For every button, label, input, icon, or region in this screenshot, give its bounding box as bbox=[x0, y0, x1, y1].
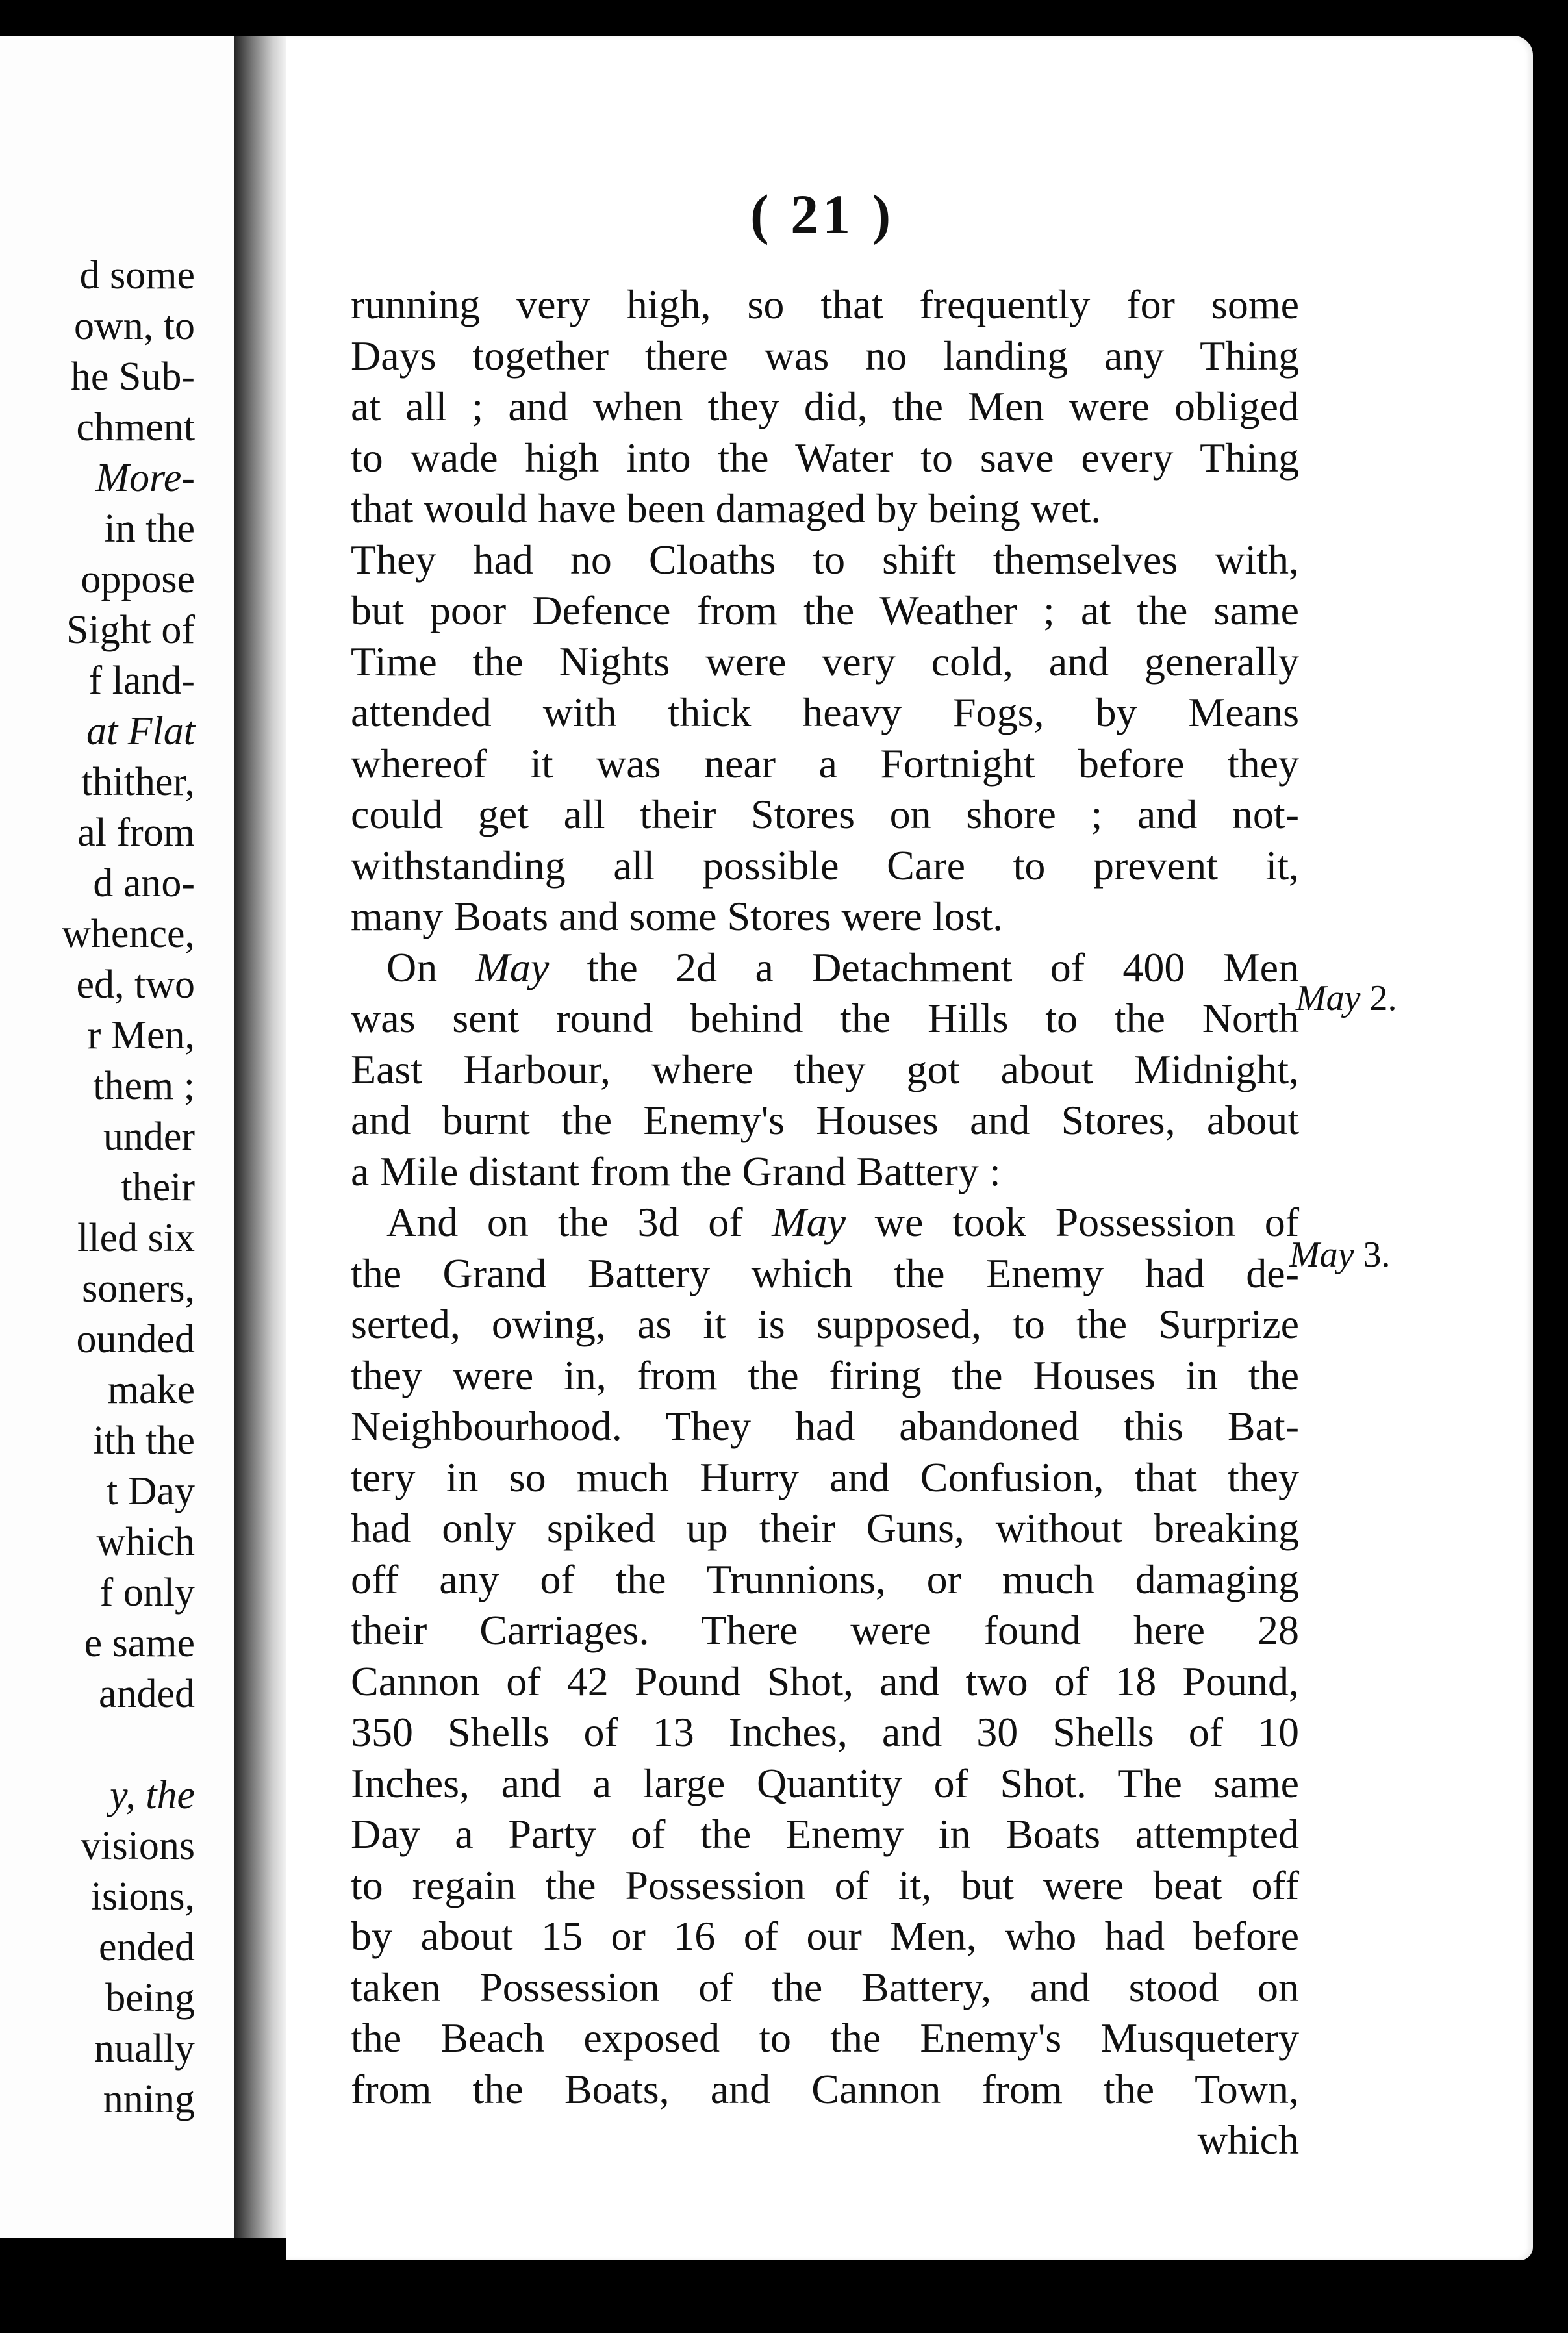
text-line: running very high, so that frequently for some bbox=[351, 281, 1299, 327]
text-line: And on the 3d of May we took Possession of bbox=[386, 1199, 1300, 1245]
left-page-line: soners, bbox=[82, 1267, 195, 1311]
left-page-line: d some bbox=[79, 253, 195, 297]
left-page-line: their bbox=[121, 1165, 195, 1209]
left-page-line: More- bbox=[95, 456, 195, 500]
text-line: taken Possession of the Battery, and stood on bbox=[351, 1963, 1299, 2010]
text-line: to wade high into the Water to save every Thing bbox=[351, 434, 1299, 481]
left-page-line: own, to bbox=[74, 304, 195, 348]
body-text bbox=[351, 279, 1299, 2166]
text-line: from the Boats, and Cannon from the Town, bbox=[351, 2065, 1299, 2112]
left-page-line: at Flat bbox=[86, 709, 195, 753]
left-page-line: f land- bbox=[88, 659, 195, 703]
text-line: had only spiked up their Guns, without breaking bbox=[351, 1505, 1299, 1551]
text-line: On May the 2d a Detachment of 400 Men bbox=[386, 944, 1300, 990]
left-facing-page bbox=[0, 36, 234, 2238]
left-page-line: e same bbox=[84, 1621, 195, 1665]
left-page-line: whence, bbox=[62, 912, 195, 956]
left-page-line: visions bbox=[81, 1824, 195, 1868]
margin-note-may-3 bbox=[1289, 1234, 1391, 1276]
left-page-line: oppose bbox=[81, 557, 195, 601]
left-page-line: anded bbox=[98, 1672, 195, 1716]
text-line: the Grand Battery which the Enemy had de- bbox=[351, 1250, 1299, 1296]
text-line: and burnt the Enemy's Houses and Stores, about bbox=[351, 1097, 1299, 1143]
text-line: the Beach exposed to the Enemy's Musquetery bbox=[351, 2015, 1299, 2061]
text-line: many Boats and some Stores were lost. bbox=[351, 893, 1004, 939]
left-page-line: ed, two bbox=[76, 963, 195, 1007]
text-line: to regain the Possession of it, but were beat off bbox=[351, 1861, 1299, 1908]
left-page-line: ended bbox=[98, 1925, 195, 1969]
text-line: Day a Party of the Enemy in Boats attempted bbox=[351, 1811, 1299, 1857]
text-line: Days together there was no landing any Thing bbox=[351, 332, 1299, 379]
margin-note-month: May bbox=[1289, 1235, 1354, 1275]
text-line: East Harbour, where they got about Midnight, bbox=[351, 1046, 1299, 1092]
left-page-line: f only bbox=[99, 1570, 195, 1615]
left-page-line: nually bbox=[94, 2026, 195, 2071]
text-line: Cannon of 42 Pound Shot, and two of 18 Pound, bbox=[351, 1658, 1299, 1704]
text-line: but poor Defence from the Weather ; at the same bbox=[351, 587, 1299, 633]
right-page bbox=[286, 36, 1533, 2260]
text-line: was sent round behind the Hills to the North bbox=[351, 995, 1299, 1041]
left-page-line: r Men, bbox=[87, 1013, 195, 1057]
left-page-line: in the bbox=[104, 507, 195, 551]
left-page-line: Sight of bbox=[66, 608, 195, 652]
left-page-line: chment bbox=[76, 405, 195, 449]
text-line: They had no Cloaths to shift themselves with, bbox=[351, 536, 1299, 583]
margin-note-day: 3. bbox=[1363, 1235, 1391, 1275]
left-page-text bbox=[62, 250, 195, 2125]
text-line: tery in so much Hurry and Confusion, that they bbox=[351, 1454, 1299, 1500]
catchword: which bbox=[1197, 2117, 1299, 2163]
left-page-line: nning bbox=[103, 2077, 195, 2121]
text-line: their Carriages. There were found here 28 bbox=[351, 1607, 1299, 1653]
text-line: withstanding all possible Care to prevent it, bbox=[351, 842, 1299, 889]
text-line: off any of the Trunnions, or much damaging bbox=[351, 1556, 1299, 1602]
text-line: at all ; and when they did, the Men were obliged bbox=[351, 383, 1299, 429]
left-page-line: make bbox=[107, 1368, 195, 1412]
left-page-line: d ano- bbox=[93, 861, 195, 905]
text-line: by about 15 or 16 of our Men, who had before bbox=[351, 1913, 1299, 1959]
text-line: that would have been damaged by being wet. bbox=[351, 485, 1102, 531]
left-page-line: he Sub- bbox=[70, 355, 195, 399]
text-line: whereof it was near a Fortnight before they bbox=[351, 740, 1299, 787]
left-page-line: them ; bbox=[93, 1064, 195, 1108]
left-page-line: which bbox=[96, 1520, 195, 1564]
left-page-line: isions, bbox=[90, 1874, 195, 1919]
text-line: Time the Nights were very cold, and generally bbox=[351, 638, 1299, 685]
text-line: a Mile distant from the Grand Battery : bbox=[351, 1148, 1001, 1194]
left-page-line: lled six bbox=[77, 1216, 195, 1260]
left-page-line: being bbox=[105, 1976, 195, 2020]
margin-note-day: 2. bbox=[1369, 978, 1397, 1018]
left-page-line: under bbox=[103, 1115, 195, 1159]
left-page-line: t Day bbox=[106, 1469, 195, 1513]
text-line: Inches, and a large Quantity of Shot. The same bbox=[351, 1759, 1299, 1806]
text-line: they were in, from the firing the Houses in the bbox=[351, 1352, 1299, 1398]
text-line: 350 Shells of 13 Inches, and 30 Shells of 10 bbox=[351, 1709, 1299, 1755]
margin-note-may-2 bbox=[1296, 977, 1397, 1019]
margin-note-month: May bbox=[1296, 978, 1361, 1018]
page-number: ( 21 ) bbox=[750, 183, 895, 246]
left-page-line: ith the bbox=[93, 1419, 195, 1463]
left-page-line: ounded bbox=[76, 1317, 195, 1361]
text-line: attended with thick heavy Fogs, by Means bbox=[351, 689, 1299, 735]
left-page-line: thither, bbox=[81, 760, 195, 804]
text-line: could get all their Stores on shore ; and not- bbox=[351, 791, 1299, 837]
book-gutter bbox=[234, 36, 286, 2238]
text-line: serted, owing, as it is supposed, to the Surprize bbox=[351, 1301, 1299, 1347]
text-line: Neighbourhood. They had abandoned this Bat- bbox=[351, 1403, 1299, 1449]
left-page-line: y, the bbox=[110, 1773, 195, 1817]
left-page-line: al from bbox=[77, 811, 195, 855]
